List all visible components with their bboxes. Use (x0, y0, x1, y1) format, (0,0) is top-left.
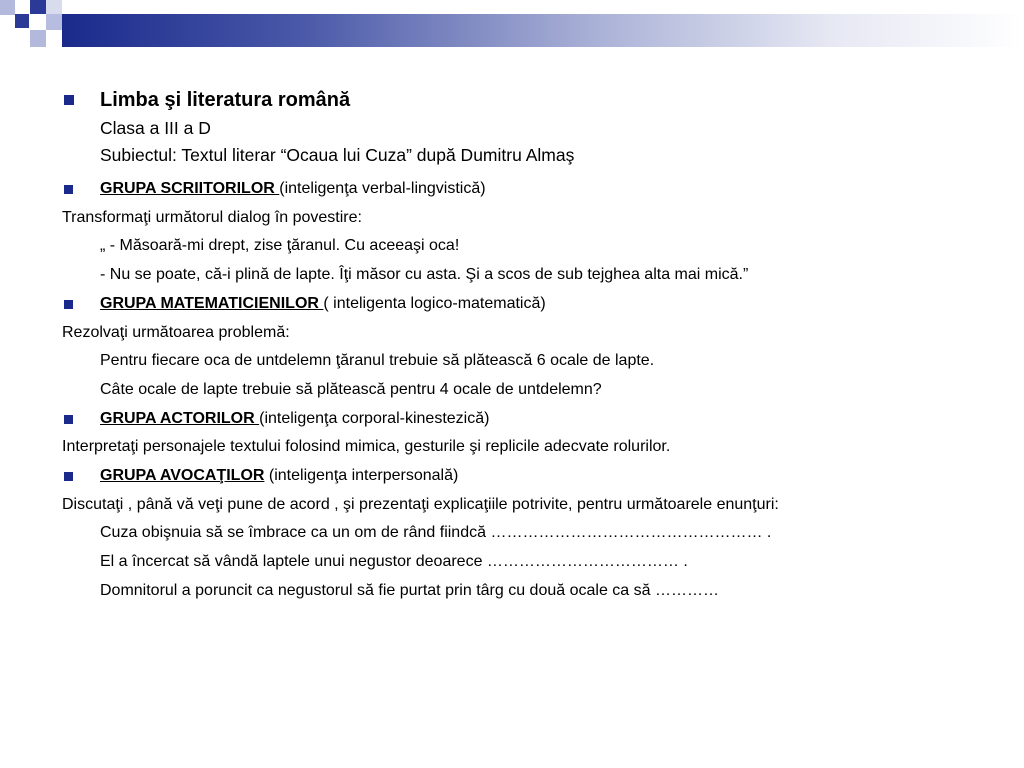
statement-line: Cuza obişnuia să se îmbrace ca un om de rând fiindcă …………………………………………… . (100, 524, 772, 542)
group-type: (inteligenţa corporal-kinestezică) (259, 409, 490, 427)
task-line: Interpretaţi personajele textului folosind mimica, gesturile şi replicile adecvate rolurilor. (62, 438, 671, 456)
group-name: GRUPA AVOCAŢILOR (100, 467, 265, 485)
header-gradient-band (62, 14, 1024, 47)
square-bullet-icon (64, 415, 73, 424)
statement-line: Domnitorul a poruncit ca negustorul să fie purtat prin târg cu două ocale ca să ………… (100, 581, 719, 599)
intro-block (62, 86, 1002, 169)
square-bullet-icon (64, 300, 73, 309)
decor-square (30, 30, 46, 47)
decor-square (46, 30, 62, 47)
square-bullet-icon (64, 95, 74, 105)
group-name: GRUPA MATEMATICIENILOR (100, 294, 324, 312)
decor-square (46, 14, 62, 30)
group-heading-matematicieni (62, 290, 1002, 319)
square-bullet-icon (64, 185, 73, 194)
decor-square (15, 14, 29, 28)
task-line: Discutaţi , până vă veţi pune de acord , şi prezentaţi explicaţiile potrivite, pentru următoarele enunţuri: (62, 495, 779, 513)
task-line: Transformaţi următorul dialog în povestire: (62, 208, 362, 226)
slide-title: Limba şi literatura română (100, 89, 351, 111)
problem-line: Pentru fiecare oca de untdelemn ţăranul trebuie să plătească 6 ocale de lapte. (100, 352, 655, 370)
dialog-line: - Nu se poate, că-i plină de lapte. Îţi măsor cu asta. Şi a scos de sub tejghea alta mai mică.” (100, 266, 749, 284)
decor-square (46, 0, 62, 14)
statement-line: El a încercat să vândă laptele unui negustor deoarece ……………………………… . (100, 553, 688, 571)
subject-line: Subiectul: Textul literar “Ocaua lui Cuza” după Dumitru Almaş (100, 145, 575, 165)
group-heading-scriitori (62, 175, 1002, 204)
group-type: ( inteligenta logico-matematică) (323, 294, 546, 312)
decor-square (29, 14, 45, 30)
problem-line: Câte ocale de lapte trebuie să plătească pentru 4 ocale de untdelemn? (100, 380, 602, 398)
decor-square (30, 0, 46, 14)
group-type: (inteligenţa verbal-lingvistică) (279, 180, 486, 197)
slide-content (62, 86, 1002, 606)
group-type: (inteligenţa interpersonală) (264, 467, 459, 485)
group-name: GRUPA SCRIITORILOR (100, 180, 280, 197)
task-line: Rezolvaţi următoarea problemă: (62, 323, 290, 341)
dialog-line: „ - Măsoară-mi drept, zise ţăranul. Cu aceeaşi oca! (100, 237, 460, 255)
square-bullet-icon (64, 472, 73, 481)
decor-square (0, 15, 15, 30)
decor-square (0, 0, 15, 15)
group-heading-avocati (62, 462, 1002, 491)
class-line: Clasa a III a D (100, 118, 211, 138)
group-name: GRUPA ACTORILOR (100, 409, 260, 427)
group-heading-actori (62, 405, 1002, 434)
